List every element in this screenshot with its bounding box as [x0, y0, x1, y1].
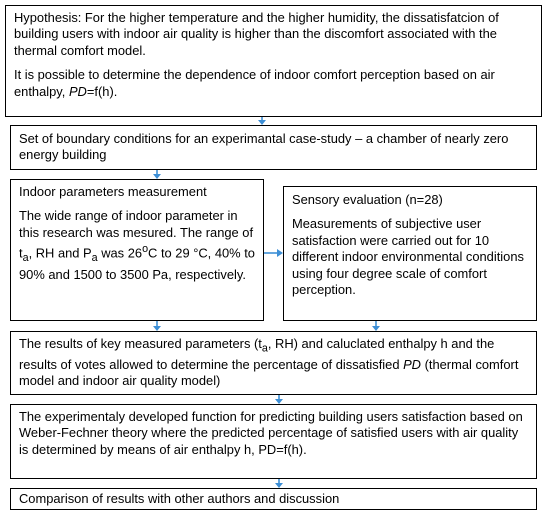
- arrow-results-to-function: [275, 395, 283, 404]
- indoor-text-1: The wide range of indoor parameter in this research was mesured. The range of t: [19, 208, 254, 261]
- indoor-text-2: , RH and P: [28, 245, 92, 261]
- indoor-text-4: C to 29 °C, 40% to 90% and 1500 to 3500 Pa, respectively.: [19, 245, 255, 282]
- arrow-hypothesis-to-boundary: [258, 117, 266, 125]
- sensory-evaluation-title: Sensory evaluation (n=28): [292, 192, 443, 207]
- enthalpy-statement-a: It is possible to determine the dependence of indoor comfort perception based on air enthalpy,: [14, 67, 495, 99]
- arrow-boundary-to-indoor: [153, 170, 161, 179]
- results-text-3: (thermal comfort model and indoor air quality model): [19, 356, 519, 389]
- indoor-text-3: was 26: [97, 245, 143, 261]
- results-text-2: , RH) and caluclated enthalpy h and the results of votes allowed to determine the percentage of dissatisfied: [19, 336, 495, 372]
- sensory-evaluation-text: Measurements of subjective user satisfaction were carried out for 10 different indoor environmental conditions using four degree scale of comfort perception.: [292, 216, 524, 298]
- function-text: The experimentaly developed function for predicting building users satisfaction based on Weber-Fechner theory where the predicted percentage of satisfied users with air quality is determined by means of air enthalpy h, PD=f(h).: [19, 409, 523, 457]
- results-text-1: The results of key measured parameters (t: [19, 336, 262, 351]
- indoor-measurement-title: Indoor parameters measurement: [19, 184, 207, 199]
- arrow-indoor-to-sensory: [264, 249, 283, 257]
- subscript-a-pressure: a: [91, 252, 98, 265]
- subscript-a: a: [22, 252, 29, 265]
- comparison-text: Comparison of results with other authors and discussion: [19, 491, 340, 506]
- pd-symbol: PD: [68, 83, 87, 99]
- hypothesis-text: Hypothesis: For the higher temperature and the higher humidity, the dissatisfatcion of building users with indoor air quality is higher than the discomfort associated with the thermal comfort model.: [14, 10, 499, 58]
- arrow-indoor-to-results: [153, 321, 161, 331]
- arrow-function-to-comparison: [275, 479, 283, 488]
- degree-superscript: o: [142, 243, 149, 256]
- boundary-conditions-text: Set of boundary conditions for an experimantal case-study – a chamber of nearly zero energy building: [19, 131, 509, 163]
- arrow-sensory-to-results: [372, 321, 380, 331]
- results-subscript-a: a: [261, 342, 268, 355]
- results-pd-symbol: PD: [403, 356, 421, 372]
- enthalpy-statement-b: =f(h).: [86, 83, 118, 99]
